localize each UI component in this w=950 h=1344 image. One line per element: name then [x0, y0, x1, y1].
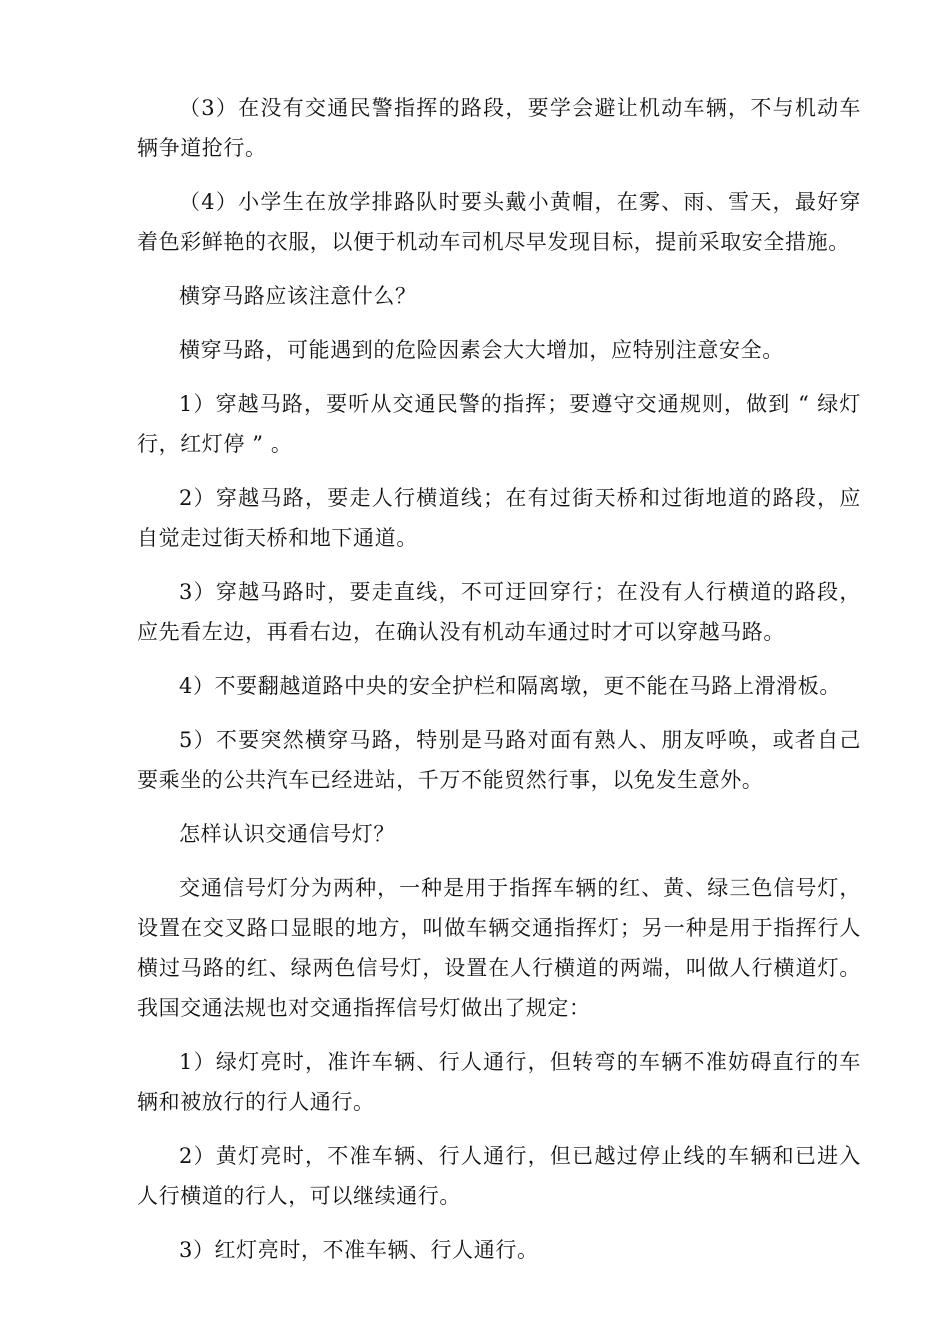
heading-crossing-road: 横穿马路应该注意什么？ [179, 284, 417, 308]
paragraph-yellow-hat: （4）小学生在放学排路队时要头戴小黄帽，在雾、雨、雪天，最好穿着色彩鲜艳的衣服，以便于机动车司机尽早发现目标，提前采取安全措施。 [137, 190, 861, 254]
paragraph-crossing-rule-4: 4）不要翻越道路中央的安全护栏和隔离墩，更不能在马路上滑滑板。 [179, 674, 841, 698]
paragraph-crossing-rule-1: 1）穿越马路，要听从交通民警的指挥；要遵守交通规则，做到 “ 绿灯行，红灯停 ” 。 [137, 392, 861, 456]
heading-traffic-lights: 怎样认识交通信号灯？ [179, 822, 395, 846]
paragraph-green-light: 1）绿灯亮时，准许车辆、行人通行，但转弯的车辆不准妨碍直行的车辆和被放行的行人通行。 [137, 1050, 861, 1114]
paragraph-traffic-lights-intro: 交通信号灯分为两种，一种是用于指挥车辆的红、黄、绿三色信号灯，设置在交叉路口显眼的地方，叫做车辆交通指挥灯；另一种是用于指挥行人横过马路的红、绿两色信号灯，设置在人行横道的两端，叫做人行横道灯。我国交通法规也对交通指挥信号灯做出了规定： [137, 876, 861, 1020]
paragraph-bike-yield: （3）在没有交通民警指挥的路段，要学会避让机动车辆，不与机动车辆争道抢行。 [137, 96, 861, 160]
paragraph-yellow-light: 2）黄灯亮时，不准车辆、行人通行，但已越过停止线的车辆和已进入人行横道的行人，可以继续通行。 [137, 1144, 861, 1208]
paragraph-crossing-rule-3: 3）穿越马路时，要走直线，不可迂回穿行；在没有人行横道的路段，应先看左边，再看右边，在确认没有机动车通过时才可以穿越马路。 [137, 580, 861, 644]
paragraph-crossing-rule-2: 2）穿越马路，要走人行横道线；在有过街天桥和过街地道的路段，应自觉走过街天桥和地下通道。 [137, 486, 861, 550]
paragraph-crossing-rule-5: 5）不要突然横穿马路，特别是马路对面有熟人、朋友呼唤，或者自己要乘坐的公共汽车已经进站，千万不能贸然行事，以免发生意外。 [137, 728, 861, 792]
paragraph-crossing-intro: 横穿马路，可能遇到的危险因素会大大增加，应特别注意安全。 [179, 338, 784, 362]
document-body [137, 88, 861, 1284]
paragraph-red-light: 3）红灯亮时，不准车辆、行人通行。 [179, 1238, 539, 1262]
